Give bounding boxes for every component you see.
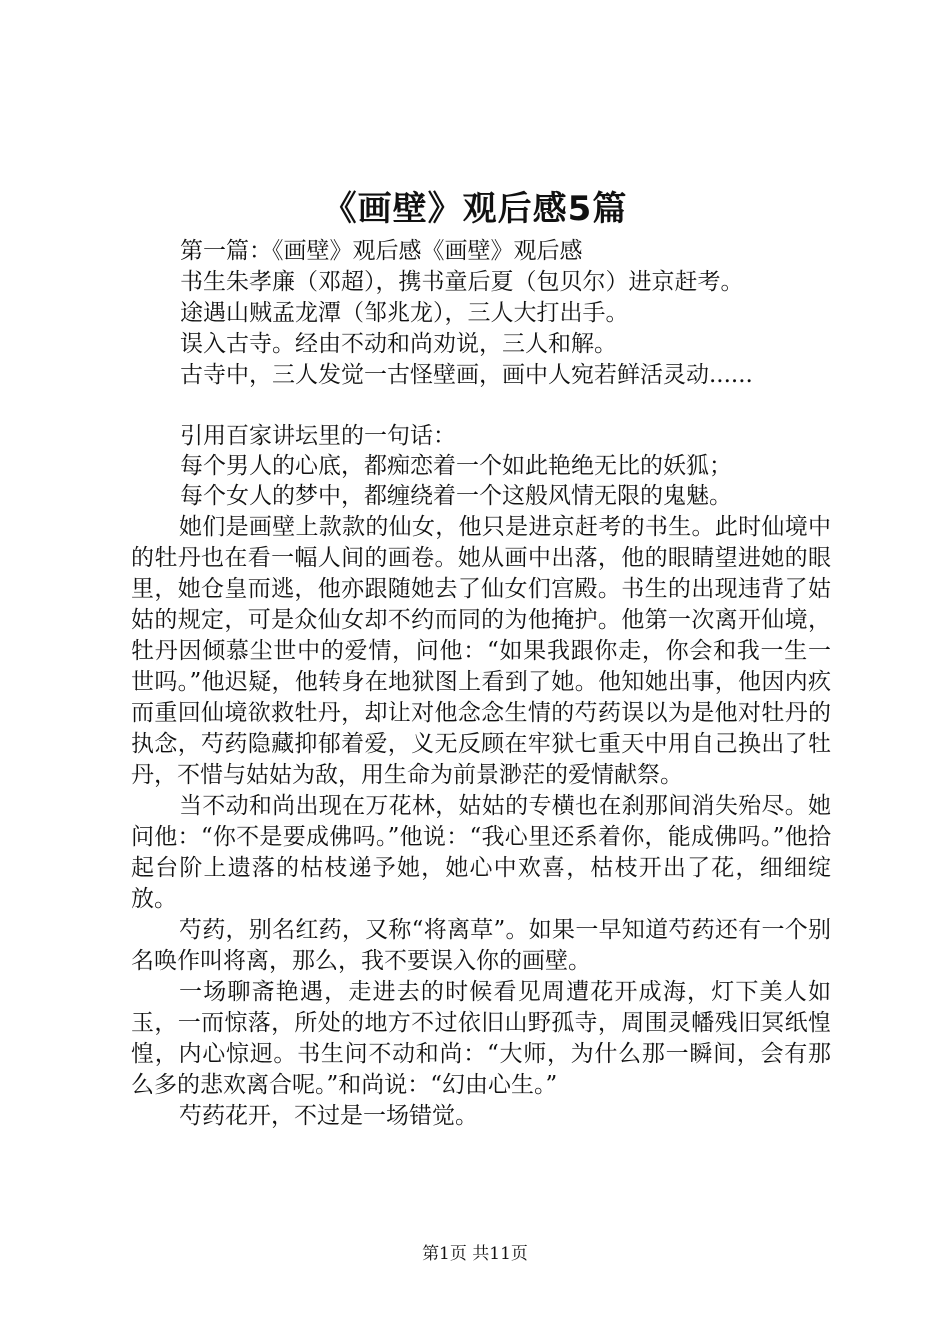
body-paragraph: 她们是画壁上款款的仙女，他只是进京赶考的书生。此时仙境中的牡丹也在看一幅人间的画卷。她从画中出落，他的眼睛望进她的眼里，她仓皇而逃，他亦跟随她去了仙女们宫殿。书生的出现违背了姑姑的规定，可是众仙女却不约而同的为他掩护。他第一次离开仙境，牡丹因倾慕尘世中的爱情，问他：“如果我跟你走，你会和我一生一世吗。”他迟疑，他转身在地狱图上看到了她。他知她出事，他因内疚而重回仙境欲救牡丹，却让对他念念生情的芍药误以为是他对牡丹的执念，芍药隐藏抑郁着爱，义无反顾在牢狱七重天中用自己换出了牡丹，不惜与姑姑为敌，用生命为前景渺茫的爱情献祭。 <box>131 514 831 788</box>
intro-block <box>180 236 880 391</box>
intro-line: 第一篇：《画壁》观后感《画壁》观后感 <box>180 238 583 264</box>
document-title: 《画壁》观后感5篇 <box>322 189 628 229</box>
intro-line: 古寺中，三人发觉一古怪壁画，画中人宛若鲜活灵动...... <box>180 362 753 388</box>
body-paragraph: 芍药花开，不过是一场错觉。 <box>179 1103 478 1129</box>
quote-line: 每个女人的梦中，都缠绕着一个这般风情无限的鬼魅。 <box>180 483 732 509</box>
intro-line: 途遇山贼孟龙潭（邹兆龙），三人大打出手。 <box>180 300 629 326</box>
intro-line: 误入古寺。经由不动和尚劝说，三人和解。 <box>180 331 617 357</box>
quote-line: 引用百家讲坛里的一句话： <box>180 423 456 449</box>
body-paragraph: 当不动和尚出现在万花林，姑姑的专横也在刹那间消失殆尽。她问他：“你不是要成佛吗。”他说：“我心里还系着你，能成佛吗。”他拾起台阶上遗落的枯枝递予她，她心中欢喜，枯枝开出了花，细细绽放。 <box>131 793 831 912</box>
page-number-footer: 第1页 共11页 <box>422 1244 528 1264</box>
intro-line: 书生朱孝廉（邓超），携书童后夏（包贝尔）进京赶考。 <box>180 269 744 295</box>
body-paragraph: 芍药，别名红药，又称“将离草”。如果一早知道芍药还有一个别名唤作叫将离，那么，我不要误入你的画壁。 <box>131 917 831 974</box>
body-paragraph: 一场聊斋艳遇，走进去的时候看见周遭花开成海，灯下美人如玉，一而惊落，所处的地方不过依旧山野孤寺，周围灵幡残旧冥纸惶惶，内心惊迥。书生问不动和尚：“大师，为什么那一瞬间，会有那么多的悲欢离合呢。”和尚说：“幻由心生。” <box>131 979 831 1098</box>
quote-block <box>180 421 880 511</box>
quote-line: 每个男人的心底，都痴恋着一个如此艳绝无比的妖狐； <box>180 453 732 479</box>
body-text <box>131 512 831 1132</box>
